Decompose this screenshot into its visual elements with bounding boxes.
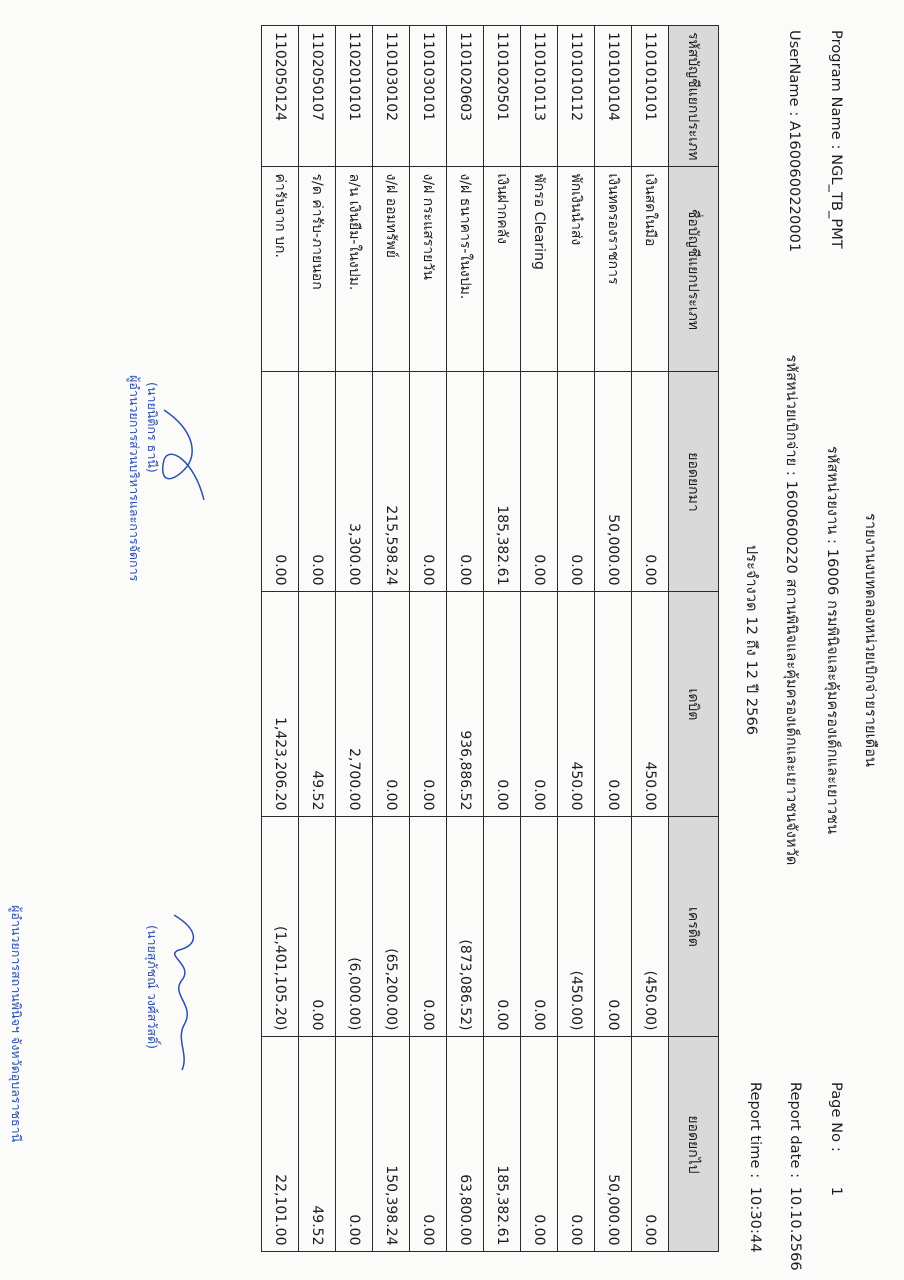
cell-account-code: 1102050107 [299,26,336,167]
cell-carried-forward: 63,800.00 [447,1037,484,1252]
col-header-debit: เดบิต [669,592,719,817]
cell-credit: 0.00 [521,817,558,1037]
user-label: UserName : [786,30,802,117]
cell-account-name: ง/ฝ ธนาคาร-ในงปม. [447,167,484,372]
signer-title-left: ผู้อำนวยการส่วนบริหารและการจัดการ [127,375,142,582]
table-row [410,26,447,1252]
cell-credit: (450.00) [632,817,669,1037]
signer-name-left: (นายนิติกร ธานี) [145,382,160,473]
cell-brought-forward: 0.00 [410,372,447,592]
cell-account-code: 1101010112 [558,26,595,167]
col-header-credit: เครดิต [669,817,719,1037]
program-name [828,30,844,249]
cell-debit: 0.00 [373,592,410,817]
cell-debit: 1,423,206.20 [262,592,299,817]
cell-debit: 0.00 [595,592,632,817]
cell-brought-forward: 185,382.61 [484,372,521,592]
cell-carried-forward: 50,000.00 [595,1037,632,1252]
cell-debit: 450.00 [632,592,669,817]
cell-credit: (450.00) [558,817,595,1037]
cell-debit: 0.00 [410,592,447,817]
cell-credit: 0.00 [299,817,336,1037]
cell-carried-forward: 22,101.00 [262,1037,299,1252]
table-row [595,26,632,1252]
trial-balance-table [261,25,719,1252]
table-row [299,26,336,1252]
report-title: รายงานงบทดลองหน่วยเบิกจ่ายรายเดือน [862,512,878,768]
cell-debit: 49.52 [299,592,336,817]
cell-brought-forward: 0.00 [521,372,558,592]
cell-carried-forward: 0.00 [558,1037,595,1252]
date-value: 10.10.2566 [787,1186,803,1271]
signer-title-right: ผู้อำนวยการสถานพินิจฯ จังหวัดอุบลราชธานี [9,905,24,1143]
table-row [558,26,595,1252]
date-label: Report date : [787,1082,803,1179]
col-header-brought-forward: ยอดยกมา [669,372,719,592]
page-label: Page No : [828,1082,844,1152]
cell-account-name: เงินทดรองราชการ [595,167,632,372]
cell-account-name: พักรอ Clearing [521,167,558,372]
cell-account-code: 1101030101 [410,26,447,167]
cell-carried-forward: 0.00 [521,1037,558,1252]
col-header-code: รหัสบัญชีแยกประเภท [669,26,719,167]
period-line: ประจำงวด 12 ถึง 12 ปี 2566 [743,544,759,736]
time-value: 10:30:44 [747,1186,763,1253]
cell-carried-forward: 0.00 [632,1037,669,1252]
cell-carried-forward: 0.00 [336,1037,373,1252]
page-value: 1 [828,1186,844,1197]
cell-credit: 0.00 [410,817,447,1037]
cell-brought-forward: 50,000.00 [595,372,632,592]
cell-carried-forward: 0.00 [410,1037,447,1252]
page-no [828,1082,844,1196]
table-row [521,26,558,1252]
cell-account-code: 1101020501 [484,26,521,167]
cell-account-code: 1101010113 [521,26,558,167]
cell-account-code: 1101010104 [595,26,632,167]
cell-debit: 450.00 [558,592,595,817]
cell-carried-forward: 185,382.61 [484,1037,521,1252]
time-label: Report time : [747,1082,763,1179]
cell-credit: 0.00 [484,817,521,1037]
cell-account-name: เงินฝากคลัง [484,167,521,372]
cell-account-code: 1102050124 [262,26,299,167]
cell-account-name: พักเงินนำส่ง [558,167,595,372]
table-row [336,26,373,1252]
cell-credit: (6,000.00) [336,817,373,1037]
table-row [484,26,521,1252]
table-header-row [669,26,719,1252]
signature-right-mark [159,905,204,1075]
cell-account-code: 1101010101 [632,26,669,167]
cell-brought-forward: 0.00 [299,372,336,592]
table-row [373,26,410,1252]
table-row [632,26,669,1252]
cell-account-code: 1102010101 [336,26,373,167]
cell-brought-forward: 0.00 [632,372,669,592]
program-label: Program Name : [828,30,844,150]
cell-account-name: ร/ด ค่ารับ-ภายนอก [299,167,336,372]
cell-account-name: ง/ฝ กระแสรายวัน [410,167,447,372]
table-body [262,26,669,1252]
cell-debit: 0.00 [521,592,558,817]
program-value: NGL_TB_PMT [828,154,844,249]
agency-line: รหัสหน่วยงาน : 16006 กรมพินิจและคุ้มครองเด็กและเยาวชน [824,445,840,835]
unit-line: รหัสหน่วยเบิกจ่าย : 1600600220 สถานพินิจและคุ้มครองเด็กและเยาวชนจังหวัด [783,354,799,866]
cell-account-name: เงินสดในมือ [632,167,669,372]
cell-debit: 936,886.52 [447,592,484,817]
col-header-carried-forward: ยอดยกไป [669,1037,719,1252]
cell-credit: (873,086.52) [447,817,484,1037]
signer-name-right: (นายสุภัชณ์ วงศ์สวัสดิ์) [145,925,160,1050]
cell-brought-forward: 0.00 [447,372,484,592]
cell-carried-forward: 49.52 [299,1037,336,1252]
signature-left-mark [154,400,214,510]
cell-debit: 0.00 [484,592,521,817]
cell-brought-forward: 0.00 [558,372,595,592]
cell-account-code: 1101030102 [373,26,410,167]
cell-brought-forward: 215,598.24 [373,372,410,592]
col-header-name: ชื่อบัญชีแยกประเภท [669,167,719,372]
cell-credit: (1,401,105.20) [262,817,299,1037]
cell-account-name: ค่ารับจาก บก. [262,167,299,372]
cell-account-code: 1101020603 [447,26,484,167]
table-row [262,26,299,1252]
cell-account-name: ง/ฝ ออมทรัพย์ [373,167,410,372]
cell-credit: 0.00 [595,817,632,1037]
cell-carried-forward: 150,398.24 [373,1037,410,1252]
cell-brought-forward: 0.00 [262,372,299,592]
report-date [787,1082,803,1271]
cell-debit: 2,700.00 [336,592,373,817]
cell-credit: (65,200.00) [373,817,410,1037]
report-time [747,1082,763,1253]
user-name [786,30,802,252]
cell-account-name: ล/น เงินยืม-ในงปม. [336,167,373,372]
cell-brought-forward: 3,300.00 [336,372,373,592]
user-value: A1600600220001 [786,121,802,253]
table-row [447,26,484,1252]
